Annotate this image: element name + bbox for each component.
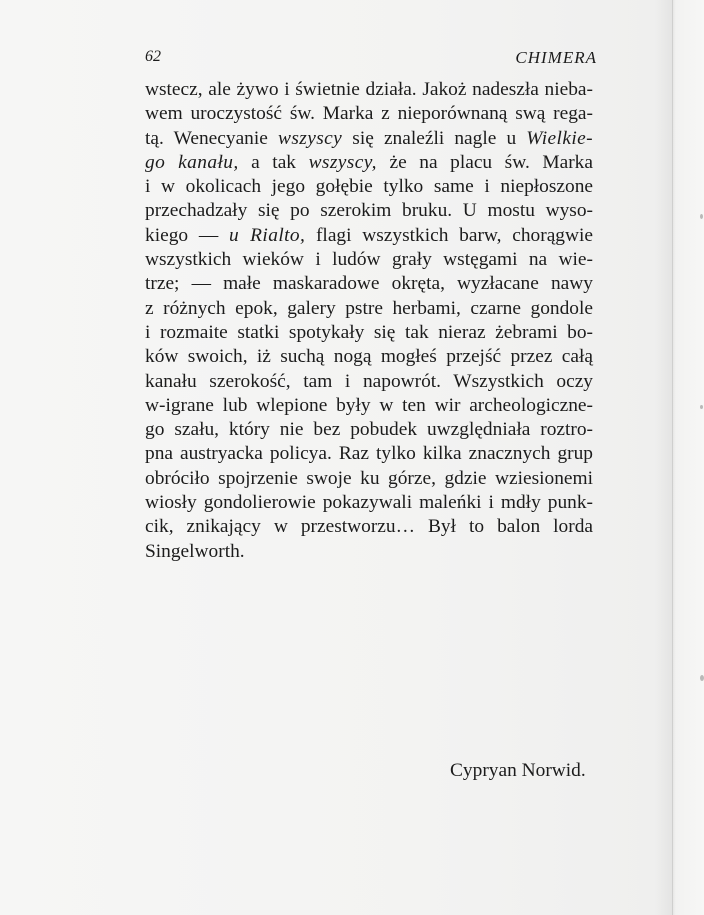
- text-line: obróciło spojrzenie swoje ku górze, gdzie wziesionemi: [145, 467, 593, 489]
- running-header: [145, 48, 597, 74]
- text-line: wstecz, ale żywo i świetnie działa. Jakoż nadeszła nieba-: [145, 79, 593, 100]
- text-line: ków swoich, iż suchą nogą mogłeś przejść przez całą: [145, 346, 593, 368]
- text-line: wiosły gondolierowie pokazywali maleńki i mdły punk-: [145, 492, 593, 514]
- emphasis: wszyscy,: [308, 151, 377, 173]
- running-title: CHIMERA: [515, 48, 597, 67]
- text-line: pna austryacka policya. Raz tylko kilka znacznych grup: [145, 443, 593, 465]
- text-line: kanału szerokość, tam i napowrót. Wszystkich oczy: [145, 370, 593, 392]
- author-signature: Cypryan Norwid.: [450, 760, 586, 781]
- text-line: z różnych epok, galery pstre herbami, czarne gondole: [145, 297, 593, 319]
- paper-speck: [700, 214, 703, 219]
- text-line: i rozmaite statki spotykały się tak nieraz żebrami bo-: [145, 321, 593, 343]
- text-line: i w okolicach jego gołębie tylko same i niepłoszone: [145, 176, 593, 198]
- text-line: go szału, który nie bez pobudek uwzględniała roztro-: [145, 419, 593, 441]
- text-line: wszystkich wieków i ludów grały wstęgami na wie-: [145, 249, 593, 271]
- body-paragraph: [145, 78, 593, 564]
- emphasis: Wielkie-: [526, 127, 593, 149]
- text-line: cik, znikający w przestworzu… Był to balon lorda: [145, 516, 593, 538]
- page-number: 62: [145, 48, 161, 65]
- paper-speck: [700, 675, 704, 681]
- text-line: go kanału, a tak wszyscy, że na placu św. Marka: [145, 151, 593, 173]
- text-line: w-igrane lub wlepione były w ten wir archeologiczne-: [145, 394, 593, 416]
- paper-speck: [700, 405, 703, 409]
- text-line: przechadzały się po szerokim bruku. U mostu wyso-: [145, 200, 593, 222]
- text-line: wem uroczystość św. Marka z nieporównaną swą rega-: [145, 103, 593, 125]
- text-line: kiego — u Rialto, flagi wszystkich barw, chorągwie: [145, 224, 593, 246]
- text-line: tą. Wenecyanie wszyscy się znaleźli nagle u Wielkie-: [145, 127, 593, 149]
- text-line: Singelworth.: [145, 540, 245, 562]
- emphasis: u Rialto,: [228, 224, 306, 246]
- text-line: trze; — małe maskaradowe okręta, wyzłacane nawy: [145, 273, 593, 295]
- emphasis: go kanału,: [145, 151, 239, 173]
- emphasis: wszyscy: [277, 127, 343, 149]
- page-edge-line: [672, 0, 673, 915]
